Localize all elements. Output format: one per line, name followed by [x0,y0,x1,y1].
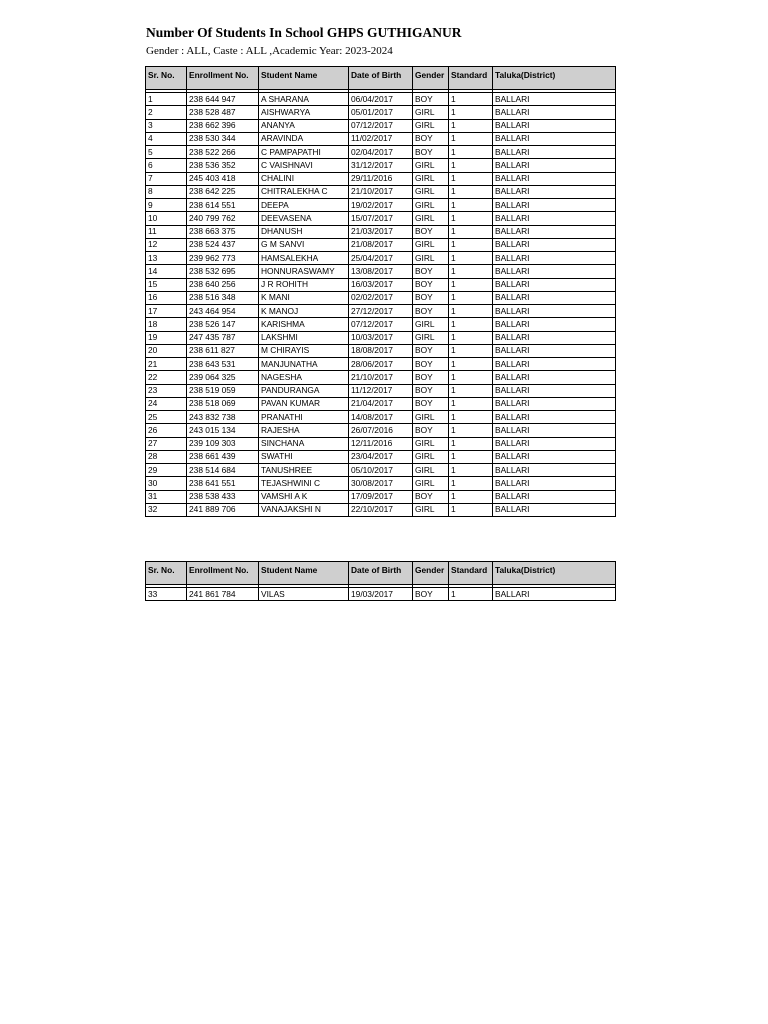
cell-gender: BOY [413,265,449,278]
table-row [146,305,616,318]
table-header [146,562,616,585]
cell-taluka-district: BALLARI [493,265,616,278]
cell-taluka-district: BALLARI [493,132,616,145]
cell-student-name: CHITRALEKHA C [259,185,349,198]
table-row [146,331,616,344]
cell-taluka-district: BALLARI [493,411,616,424]
table-row [146,265,616,278]
cell-sr-no: 30 [146,477,187,490]
cell-taluka-district: BALLARI [493,278,616,291]
cell-enrollment-no: 238 644 947 [187,93,259,106]
cell-enrollment-no: 238 538 433 [187,490,259,503]
cell-standard: 1 [449,225,493,238]
cell-sr-no: 10 [146,212,187,225]
cell-taluka-district: BALLARI [493,588,616,601]
cell-enrollment-no: 243 464 954 [187,305,259,318]
cell-taluka-district: BALLARI [493,172,616,185]
cell-enrollment-no: 238 532 695 [187,265,259,278]
table-row [146,93,616,106]
cell-standard: 1 [449,318,493,331]
cell-sr-no: 27 [146,437,187,450]
table-row [146,384,616,397]
cell-sr-no: 32 [146,503,187,516]
cell-sr-no: 2 [146,106,187,119]
header-student-name: Student Name [259,562,349,585]
cell-sr-no: 9 [146,199,187,212]
table-row [146,252,616,265]
cell-gender: BOY [413,305,449,318]
cell-gender: BOY [413,358,449,371]
cell-student-name: G M SANVI [259,238,349,251]
cell-sr-no: 16 [146,291,187,304]
cell-date-of-birth: 07/12/2017 [349,119,413,132]
cell-taluka-district: BALLARI [493,437,616,450]
cell-sr-no: 17 [146,305,187,318]
header-taluka-district: Taluka(District) [493,562,616,585]
table-row [146,238,616,251]
cell-taluka-district: BALLARI [493,464,616,477]
cell-enrollment-no: 238 536 352 [187,159,259,172]
table-row [146,358,616,371]
cell-standard: 1 [449,185,493,198]
cell-taluka-district: BALLARI [493,344,616,357]
cell-date-of-birth: 06/04/2017 [349,93,413,106]
header-gender: Gender [413,67,449,90]
header-enrollment-no: Enrollment No. [187,67,259,90]
cell-sr-no: 4 [146,132,187,145]
cell-date-of-birth: 21/10/2017 [349,371,413,384]
cell-date-of-birth: 21/03/2017 [349,225,413,238]
cell-taluka-district: BALLARI [493,490,616,503]
cell-enrollment-no: 239 064 325 [187,371,259,384]
table-row [146,212,616,225]
cell-taluka-district: BALLARI [493,384,616,397]
cell-standard: 1 [449,450,493,463]
cell-enrollment-no: 238 643 531 [187,358,259,371]
cell-date-of-birth: 14/08/2017 [349,411,413,424]
cell-taluka-district: BALLARI [493,199,616,212]
cell-taluka-district: BALLARI [493,119,616,132]
cell-taluka-district: BALLARI [493,305,616,318]
header-date-of-birth: Date of Birth [349,67,413,90]
header-date-of-birth: Date of Birth [349,562,413,585]
cell-enrollment-no: 238 528 487 [187,106,259,119]
cell-date-of-birth: 05/01/2017 [349,106,413,119]
cell-enrollment-no: 238 516 348 [187,291,259,304]
cell-enrollment-no: 238 642 225 [187,185,259,198]
cell-student-name: DEEVASENA [259,212,349,225]
cell-sr-no: 22 [146,371,187,384]
table-row [146,278,616,291]
cell-student-name: HAMSALEKHA [259,252,349,265]
cell-gender: BOY [413,490,449,503]
cell-student-name: AISHWARYA [259,106,349,119]
header-sr-no: Sr. No. [146,562,187,585]
cell-student-name: RAJESHA [259,424,349,437]
cell-enrollment-no: 238 640 256 [187,278,259,291]
cell-standard: 1 [449,503,493,516]
cell-taluka-district: BALLARI [493,93,616,106]
cell-standard: 1 [449,464,493,477]
cell-standard: 1 [449,106,493,119]
cell-student-name: VANAJAKSHI N [259,503,349,516]
cell-student-name: PRANATHI [259,411,349,424]
cell-enrollment-no: 238 662 396 [187,119,259,132]
cell-sr-no: 20 [146,344,187,357]
cell-standard: 1 [449,172,493,185]
cell-standard: 1 [449,331,493,344]
cell-student-name: PANDURANGA [259,384,349,397]
cell-enrollment-no: 238 530 344 [187,132,259,145]
cell-enrollment-no: 241 861 784 [187,588,259,601]
cell-sr-no: 1 [146,93,187,106]
cell-date-of-birth: 16/03/2017 [349,278,413,291]
cell-student-name: KARISHMA [259,318,349,331]
table-row [146,318,616,331]
cell-taluka-district: BALLARI [493,185,616,198]
header-enrollment-no: Enrollment No. [187,562,259,585]
cell-enrollment-no: 238 614 551 [187,199,259,212]
cell-date-of-birth: 21/08/2017 [349,238,413,251]
cell-student-name: ANANYA [259,119,349,132]
cell-gender: GIRL [413,450,449,463]
cell-taluka-district: BALLARI [493,477,616,490]
cell-standard: 1 [449,252,493,265]
cell-student-name: DHANUSH [259,225,349,238]
cell-student-name: ARAVINDA [259,132,349,145]
cell-date-of-birth: 12/11/2016 [349,437,413,450]
cell-enrollment-no: 239 109 303 [187,437,259,450]
cell-sr-no: 6 [146,159,187,172]
table-row [146,464,616,477]
cell-gender: GIRL [413,477,449,490]
cell-gender: BOY [413,424,449,437]
table-row [146,106,616,119]
page-title: Number Of Students In School GHPS GUTHIGANUR [146,25,462,40]
cell-taluka-district: BALLARI [493,358,616,371]
cell-student-name: K MANI [259,291,349,304]
table-row [146,132,616,145]
cell-sr-no: 5 [146,146,187,159]
header-gender: Gender [413,562,449,585]
cell-gender: GIRL [413,331,449,344]
cell-date-of-birth: 10/03/2017 [349,331,413,344]
table-row [146,477,616,490]
table-row [146,371,616,384]
cell-date-of-birth: 23/04/2017 [349,450,413,463]
cell-sr-no: 7 [146,172,187,185]
cell-gender: BOY [413,291,449,304]
cell-student-name: VILAS [259,588,349,601]
cell-gender: BOY [413,344,449,357]
cell-student-name: NAGESHA [259,371,349,384]
cell-standard: 1 [449,477,493,490]
header-student-name: Student Name [259,67,349,90]
cell-sr-no: 28 [146,450,187,463]
cell-student-name: HONNURASWAMY [259,265,349,278]
cell-sr-no: 11 [146,225,187,238]
cell-sr-no: 3 [146,119,187,132]
cell-date-of-birth: 18/08/2017 [349,344,413,357]
cell-enrollment-no: 241 889 706 [187,503,259,516]
table-row [146,503,616,516]
cell-student-name: SWATHI [259,450,349,463]
cell-gender: GIRL [413,252,449,265]
table-row [146,437,616,450]
cell-standard: 1 [449,490,493,503]
cell-taluka-district: BALLARI [493,146,616,159]
cell-gender: BOY [413,384,449,397]
cell-gender: GIRL [413,212,449,225]
cell-gender: BOY [413,132,449,145]
table-row [146,146,616,159]
cell-date-of-birth: 05/10/2017 [349,464,413,477]
cell-date-of-birth: 27/12/2017 [349,305,413,318]
cell-gender: BOY [413,588,449,601]
cell-standard: 1 [449,588,493,601]
cell-gender: GIRL [413,172,449,185]
cell-gender: BOY [413,146,449,159]
cell-gender: GIRL [413,318,449,331]
cell-gender: GIRL [413,159,449,172]
cell-standard: 1 [449,278,493,291]
cell-gender: GIRL [413,119,449,132]
cell-standard: 1 [449,424,493,437]
cell-taluka-district: BALLARI [493,225,616,238]
cell-sr-no: 15 [146,278,187,291]
cell-standard: 1 [449,411,493,424]
cell-sr-no: 21 [146,358,187,371]
cell-sr-no: 33 [146,588,187,601]
table-row [146,225,616,238]
table-row [146,397,616,410]
cell-student-name: TEJASHWINI C [259,477,349,490]
cell-student-name: TANUSHREE [259,464,349,477]
table-row [146,490,616,503]
header-sr-no: Sr. No. [146,67,187,90]
cell-sr-no: 23 [146,384,187,397]
cell-date-of-birth: 29/11/2016 [349,172,413,185]
cell-taluka-district: BALLARI [493,450,616,463]
cell-gender: BOY [413,371,449,384]
cell-sr-no: 12 [146,238,187,251]
cell-date-of-birth: 21/04/2017 [349,397,413,410]
cell-date-of-birth: 26/07/2016 [349,424,413,437]
cell-gender: GIRL [413,503,449,516]
header-row [146,562,616,585]
cell-enrollment-no: 243 015 134 [187,424,259,437]
cell-student-name: C PAMPAPATHI [259,146,349,159]
cell-gender: BOY [413,225,449,238]
cell-sr-no: 18 [146,318,187,331]
cell-date-of-birth: 28/06/2017 [349,358,413,371]
cell-student-name: A SHARANA [259,93,349,106]
cell-standard: 1 [449,397,493,410]
cell-enrollment-no: 243 832 738 [187,411,259,424]
cell-taluka-district: BALLARI [493,424,616,437]
cell-sr-no: 29 [146,464,187,477]
cell-gender: GIRL [413,185,449,198]
cell-taluka-district: BALLARI [493,291,616,304]
cell-date-of-birth: 11/12/2017 [349,384,413,397]
cell-date-of-birth: 30/08/2017 [349,477,413,490]
cell-enrollment-no: 238 519 059 [187,384,259,397]
cell-taluka-district: BALLARI [493,318,616,331]
cell-enrollment-no: 238 524 437 [187,238,259,251]
cell-student-name: VAMSHI A K [259,490,349,503]
cell-student-name: K MANOJ [259,305,349,318]
cell-gender: GIRL [413,411,449,424]
cell-student-name: PAVAN KUMAR [259,397,349,410]
cell-gender: BOY [413,278,449,291]
table-row [146,185,616,198]
cell-sr-no: 8 [146,185,187,198]
cell-sr-no: 25 [146,411,187,424]
cell-standard: 1 [449,132,493,145]
cell-enrollment-no: 238 526 147 [187,318,259,331]
cell-gender: GIRL [413,437,449,450]
table-row [146,291,616,304]
cell-date-of-birth: 13/08/2017 [349,265,413,278]
cell-standard: 1 [449,371,493,384]
cell-date-of-birth: 19/02/2017 [349,199,413,212]
cell-gender: GIRL [413,199,449,212]
cell-student-name: SINCHANA [259,437,349,450]
cell-enrollment-no: 238 522 266 [187,146,259,159]
table-row [146,411,616,424]
cell-date-of-birth: 02/04/2017 [349,146,413,159]
cell-student-name: C VAISHNAVI [259,159,349,172]
table-body [146,90,616,517]
table-row [146,450,616,463]
cell-taluka-district: BALLARI [493,159,616,172]
cell-student-name: CHALINI [259,172,349,185]
cell-taluka-district: BALLARI [493,238,616,251]
cell-sr-no: 14 [146,265,187,278]
cell-standard: 1 [449,305,493,318]
cell-taluka-district: BALLARI [493,371,616,384]
table-row [146,159,616,172]
cell-standard: 1 [449,344,493,357]
cell-gender: BOY [413,397,449,410]
cell-enrollment-no: 247 435 787 [187,331,259,344]
cell-date-of-birth: 11/02/2017 [349,132,413,145]
cell-standard: 1 [449,212,493,225]
cell-date-of-birth: 22/10/2017 [349,503,413,516]
cell-student-name: J R ROHITH [259,278,349,291]
students-table-2 [145,561,616,601]
cell-enrollment-no: 240 799 762 [187,212,259,225]
cell-taluka-district: BALLARI [493,331,616,344]
cell-standard: 1 [449,119,493,132]
header-standard: Standard [449,67,493,90]
cell-student-name: MANJUNATHA [259,358,349,371]
cell-standard: 1 [449,437,493,450]
cell-date-of-birth: 07/12/2017 [349,318,413,331]
cell-standard: 1 [449,384,493,397]
table-body [146,585,616,601]
table-header [146,67,616,90]
cell-enrollment-no: 238 641 551 [187,477,259,490]
cell-enrollment-no: 238 514 684 [187,464,259,477]
table-row [146,172,616,185]
cell-student-name: LAKSHMI [259,331,349,344]
cell-enrollment-no: 238 611 827 [187,344,259,357]
cell-sr-no: 24 [146,397,187,410]
cell-standard: 1 [449,93,493,106]
cell-taluka-district: BALLARI [493,503,616,516]
cell-enrollment-no: 238 518 069 [187,397,259,410]
cell-taluka-district: BALLARI [493,106,616,119]
header-standard: Standard [449,562,493,585]
cell-enrollment-no: 245 403 418 [187,172,259,185]
cell-standard: 1 [449,238,493,251]
cell-date-of-birth: 17/09/2017 [349,490,413,503]
cell-enrollment-no: 238 663 375 [187,225,259,238]
cell-date-of-birth: 15/07/2017 [349,212,413,225]
table-row [146,344,616,357]
cell-sr-no: 13 [146,252,187,265]
cell-sr-no: 31 [146,490,187,503]
header-taluka-district: Taluka(District) [493,67,616,90]
table-row [146,588,616,601]
cell-standard: 1 [449,146,493,159]
cell-standard: 1 [449,358,493,371]
students-table-1 [145,66,616,517]
cell-enrollment-no: 238 661 439 [187,450,259,463]
cell-gender: GIRL [413,106,449,119]
cell-gender: GIRL [413,464,449,477]
cell-taluka-district: BALLARI [493,212,616,225]
cell-date-of-birth: 31/12/2017 [349,159,413,172]
cell-taluka-district: BALLARI [493,397,616,410]
cell-date-of-birth: 19/03/2017 [349,588,413,601]
page-subtitle: Gender : ALL, Caste : ALL ,Academic Year: 2023-2024 [146,45,393,57]
cell-student-name: M CHIRAYIS [259,344,349,357]
cell-standard: 1 [449,159,493,172]
cell-gender: BOY [413,93,449,106]
cell-standard: 1 [449,199,493,212]
header-row [146,67,616,90]
cell-standard: 1 [449,265,493,278]
cell-date-of-birth: 25/04/2017 [349,252,413,265]
cell-enrollment-no: 239 962 773 [187,252,259,265]
cell-sr-no: 26 [146,424,187,437]
cell-gender: GIRL [413,238,449,251]
cell-student-name: DEEPA [259,199,349,212]
cell-sr-no: 19 [146,331,187,344]
cell-standard: 1 [449,291,493,304]
table-row [146,424,616,437]
table-row [146,199,616,212]
cell-date-of-birth: 21/10/2017 [349,185,413,198]
cell-date-of-birth: 02/02/2017 [349,291,413,304]
table-row [146,119,616,132]
cell-taluka-district: BALLARI [493,252,616,265]
